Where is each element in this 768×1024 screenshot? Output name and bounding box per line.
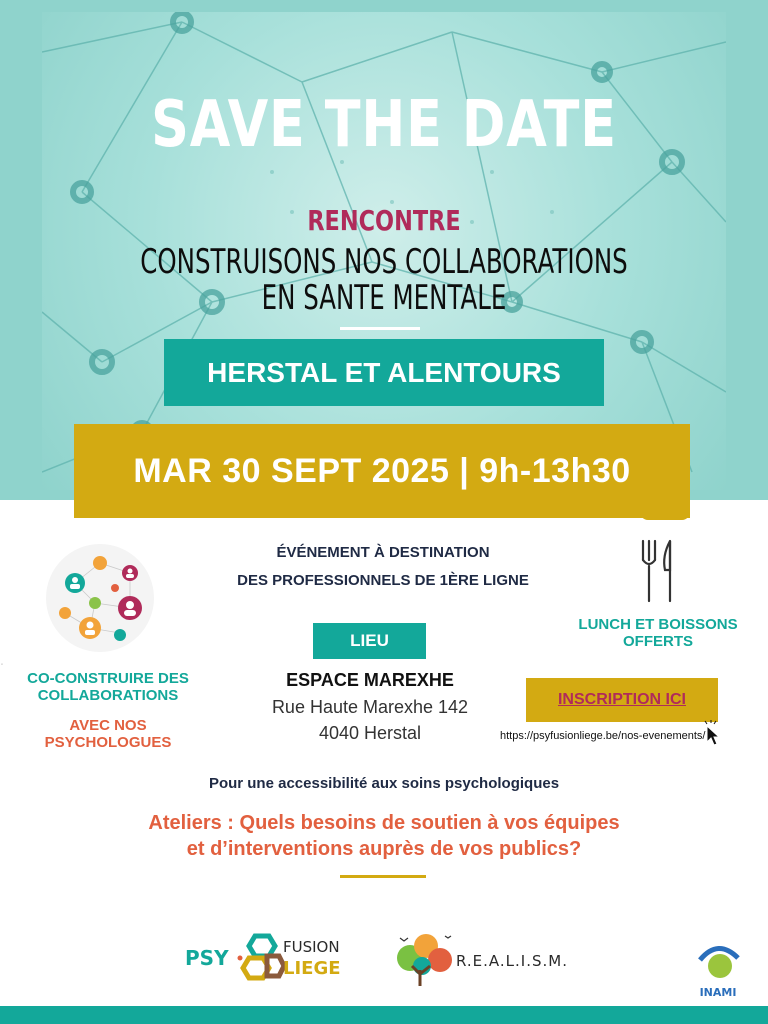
title-divider [340,327,420,330]
ateliers-line2: et d’interventions auprès de vos publics? [186,838,582,860]
co-construire-line1: CO-CONSTRUIRE DES [27,670,189,687]
event-title-line2: EN SANTE MENTALE [261,278,507,318]
hand-cursor-icon [703,720,721,746]
co-construire-text [0,670,216,704]
date-banner [74,424,690,518]
corner-mark: ◦ [1,662,4,668]
fork-knife-icon [638,538,678,604]
ateliers-line1: Ateliers : Quels besoins de soutien à vos équipes [148,812,620,834]
people-network-icon [45,543,155,653]
date-banner-tab [640,512,690,520]
venue-name: ESPACE MAREXHE [286,670,454,690]
psychologues-line2: PSYCHOLOGUES [44,734,172,751]
audience-line1: ÉVÉNEMENT À DESTINATION [276,544,490,561]
lunch-text [560,616,756,650]
realism-logo-text: R.E.A.L.I.S.M. [456,952,568,970]
lieu-badge [313,623,426,659]
bottom-divider [340,875,426,878]
liege-logo-text: LIEGE [283,958,341,979]
venue-street: Rue Haute Marexhe 142 [271,697,469,717]
psychologues-text [0,717,216,751]
footer-bar [0,1006,768,1024]
audience-line2: DES PROFESSIONNELS DE 1ÈRE LIGNE [237,572,529,589]
lunch-line2: OFFERTS [623,633,693,650]
event-title-line1: CONSTRUISONS NOS COLLABORATIONS [140,242,628,282]
psychologues-line1: AVEC NOS [69,717,147,734]
save-the-date-heading: SAVE THE DATE [151,88,617,162]
region-label: HERSTAL ET ALENTOURS [207,356,561,388]
realism-logo [390,930,590,986]
fusion-logo-text: FUSION [283,938,340,956]
rencontre-label: RENCONTRE [307,204,461,237]
registration-url[interactable]: https://psyfusionliege.be/nos-evenements/ [500,730,706,742]
inami-logo-text: INAMI [699,986,737,999]
venue-city: 4040 Herstal [318,723,422,743]
accessibility-text: Pour une accessibilité aux soins psychologiques [208,775,560,792]
inscription-link[interactable]: INSCRIPTION ICI [557,691,686,708]
co-construire-line2: COLLABORATIONS [37,687,179,704]
inami-logo [690,938,746,1000]
lunch-line1: LUNCH ET BOISSONS [578,616,738,633]
inscription-button[interactable] [526,678,718,722]
region-banner [164,339,604,406]
lieu-label: LIEU [350,631,389,650]
date-label: MAR 30 SEPT 2025 | 9h-13h30 [133,451,631,490]
psy-logo-text: PSY [185,946,229,970]
psy-fusion-liege-logo [185,928,345,986]
